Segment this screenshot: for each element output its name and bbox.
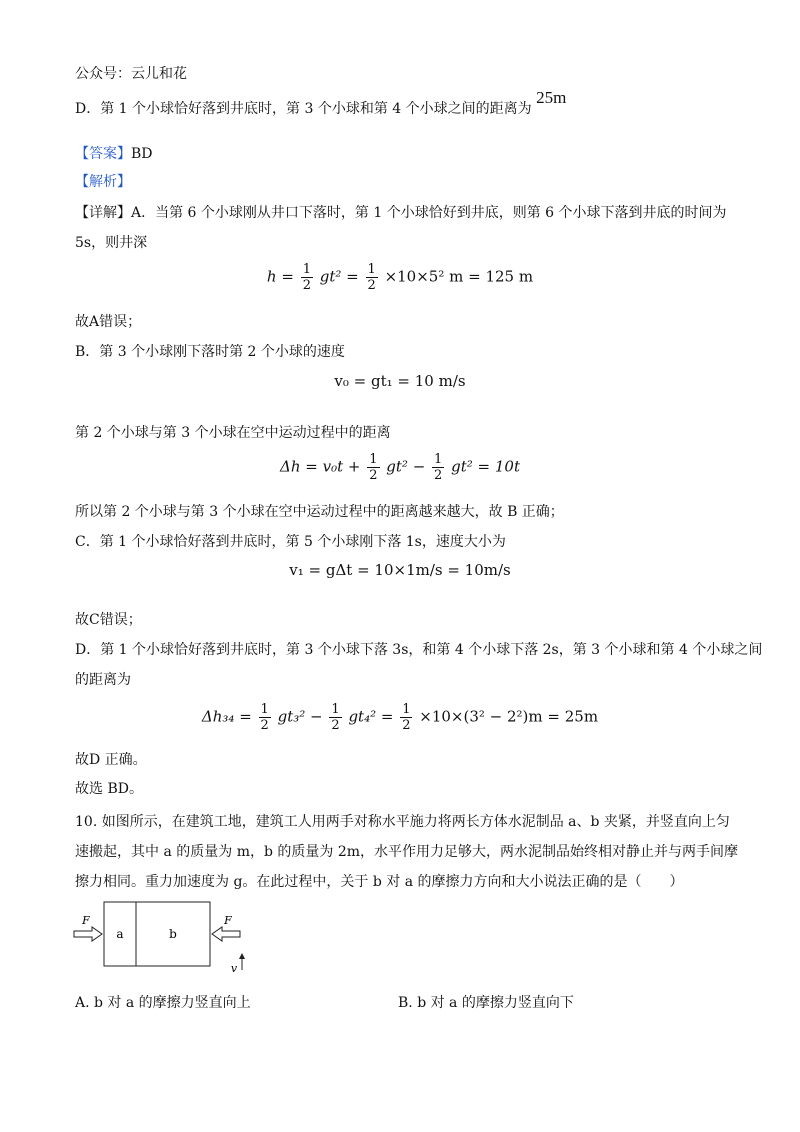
blocks-figure <box>72 898 252 978</box>
eq1-lhs: h = <box>266 267 299 286</box>
eq3-lhs: Δh = v₀t + <box>280 457 366 476</box>
eq3-mid: gt² − <box>386 457 431 476</box>
equation-c-velocity: v₁ = gΔt = 10×1m/s = 10m/s <box>289 561 511 579</box>
detail-a-conclusion: 故A错误； <box>75 314 142 330</box>
equation-velocity: v₀ = gt₁ = 10 m/s <box>334 372 466 390</box>
detail-b-line1: B．第 3 个小球刚下落时第 2 个小球的速度 <box>75 344 345 360</box>
block-b-label: b <box>169 927 177 941</box>
detail-c-conclusion: 故C错误； <box>75 612 142 628</box>
detail-tag: 【详解】 <box>75 205 131 221</box>
detail-a-line1 <box>75 203 727 223</box>
analysis-tag: 【解析】 <box>75 174 131 190</box>
right-force-label: F <box>224 914 232 927</box>
eq1-mid2: ×10×5² m = 125 m <box>384 267 534 286</box>
detail-c-line1: C．第 1 个小球恰好落到井底时，第 5 个小球刚下落 1s，速度大小为 <box>75 534 506 550</box>
equation-distance <box>0 452 800 483</box>
option-d-text: D．第 1 个小球恰好落到井底时，第 3 个小球和第 4 个小球之间的距离为 <box>75 101 532 117</box>
option-d-value: 25m <box>536 88 567 107</box>
question10-line3: 擦力相同。重力加速度为 g。在此过程中，关于 b 对 a 的摩擦力方向和大小说法正确的是（ ） <box>75 874 684 890</box>
eq1-mid1: gt² = <box>319 267 364 286</box>
detail-a-line2: 5s，则井深 <box>75 235 148 251</box>
header-label: 公众号：云儿和花 <box>75 66 187 82</box>
equation-d-distance <box>0 702 800 733</box>
velocity-arrow-head <box>239 953 245 959</box>
detail-d-line2: 的距离为 <box>75 672 131 688</box>
detail-a-text: A．当第 6 个小球刚从井口下落时，第 1 个小球恰好到井底，则第 6 个小球下落到井底的时间为 <box>131 205 727 221</box>
fraction-half: $\frac{1}{2}$ <box>402 702 411 733</box>
option-d-previous <box>75 88 567 119</box>
left-force-label: F <box>82 914 90 927</box>
block-a-label: a <box>116 927 124 941</box>
detail-d-line1: D．第 1 个小球恰好落到井底时，第 3 个小球下落 3s，和第 4 个小球下落 2s，第 3 个小球和第 4 个小球之间 <box>75 642 763 658</box>
answer-line <box>75 144 153 164</box>
fraction-half: $\frac{1}{2}$ <box>302 262 311 293</box>
answer-tag: 【答案】 <box>75 146 131 162</box>
eq5-term1: gt₃² − <box>277 707 328 726</box>
eq3-rhs: gt² = 10t <box>451 457 520 476</box>
left-force-arrow <box>74 927 102 941</box>
fraction-half: $\frac{1}{2}$ <box>434 452 443 483</box>
eq5-lhs: Δh₃₄ = <box>201 707 257 726</box>
option-b[interactable]: B. b 对 a 的摩擦力竖直向下 <box>398 995 574 1011</box>
question10-line1: 10. 如图所示，在建筑工地，建筑工人用两手对称水平施力将两长方体水泥制品 a、b 夹紧，并竖直向上匀 <box>75 814 730 830</box>
eq5-term2: gt₄² = <box>348 707 399 726</box>
answer-value: BD <box>131 146 153 162</box>
blocks-diagram <box>72 898 252 978</box>
option-a[interactable]: A. b 对 a 的摩擦力竖直向上 <box>75 995 251 1011</box>
fraction-half: $\frac{1}{2}$ <box>260 702 269 733</box>
eq5-term3: ×10×(3² − 2²)m = 25m <box>419 707 599 726</box>
fraction-half: $\frac{1}{2}$ <box>369 452 378 483</box>
detail-final: 故选 BD。 <box>75 781 143 797</box>
velocity-label: v <box>230 962 238 975</box>
fraction-half: $\frac{1}{2}$ <box>331 702 340 733</box>
right-force-arrow <box>212 927 240 941</box>
detail-b-line2: 第 2 个小球与第 3 个小球在空中运动过程中的距离 <box>75 425 391 441</box>
equation-well-depth <box>0 262 800 293</box>
detail-d-conclusion: 故D 正确。 <box>75 752 147 768</box>
question10-line2: 速搬起，其中 a 的质量为 m，b 的质量为 2m，水平作用力足够大，两水泥制品始终相对静止并与两手间摩 <box>75 844 739 860</box>
detail-b-conclusion: 所以第 2 个小球与第 3 个小球在空中运动过程中的距离越来越大，故 B 正确； <box>75 504 564 520</box>
fraction-half: $\frac{1}{2}$ <box>367 262 376 293</box>
